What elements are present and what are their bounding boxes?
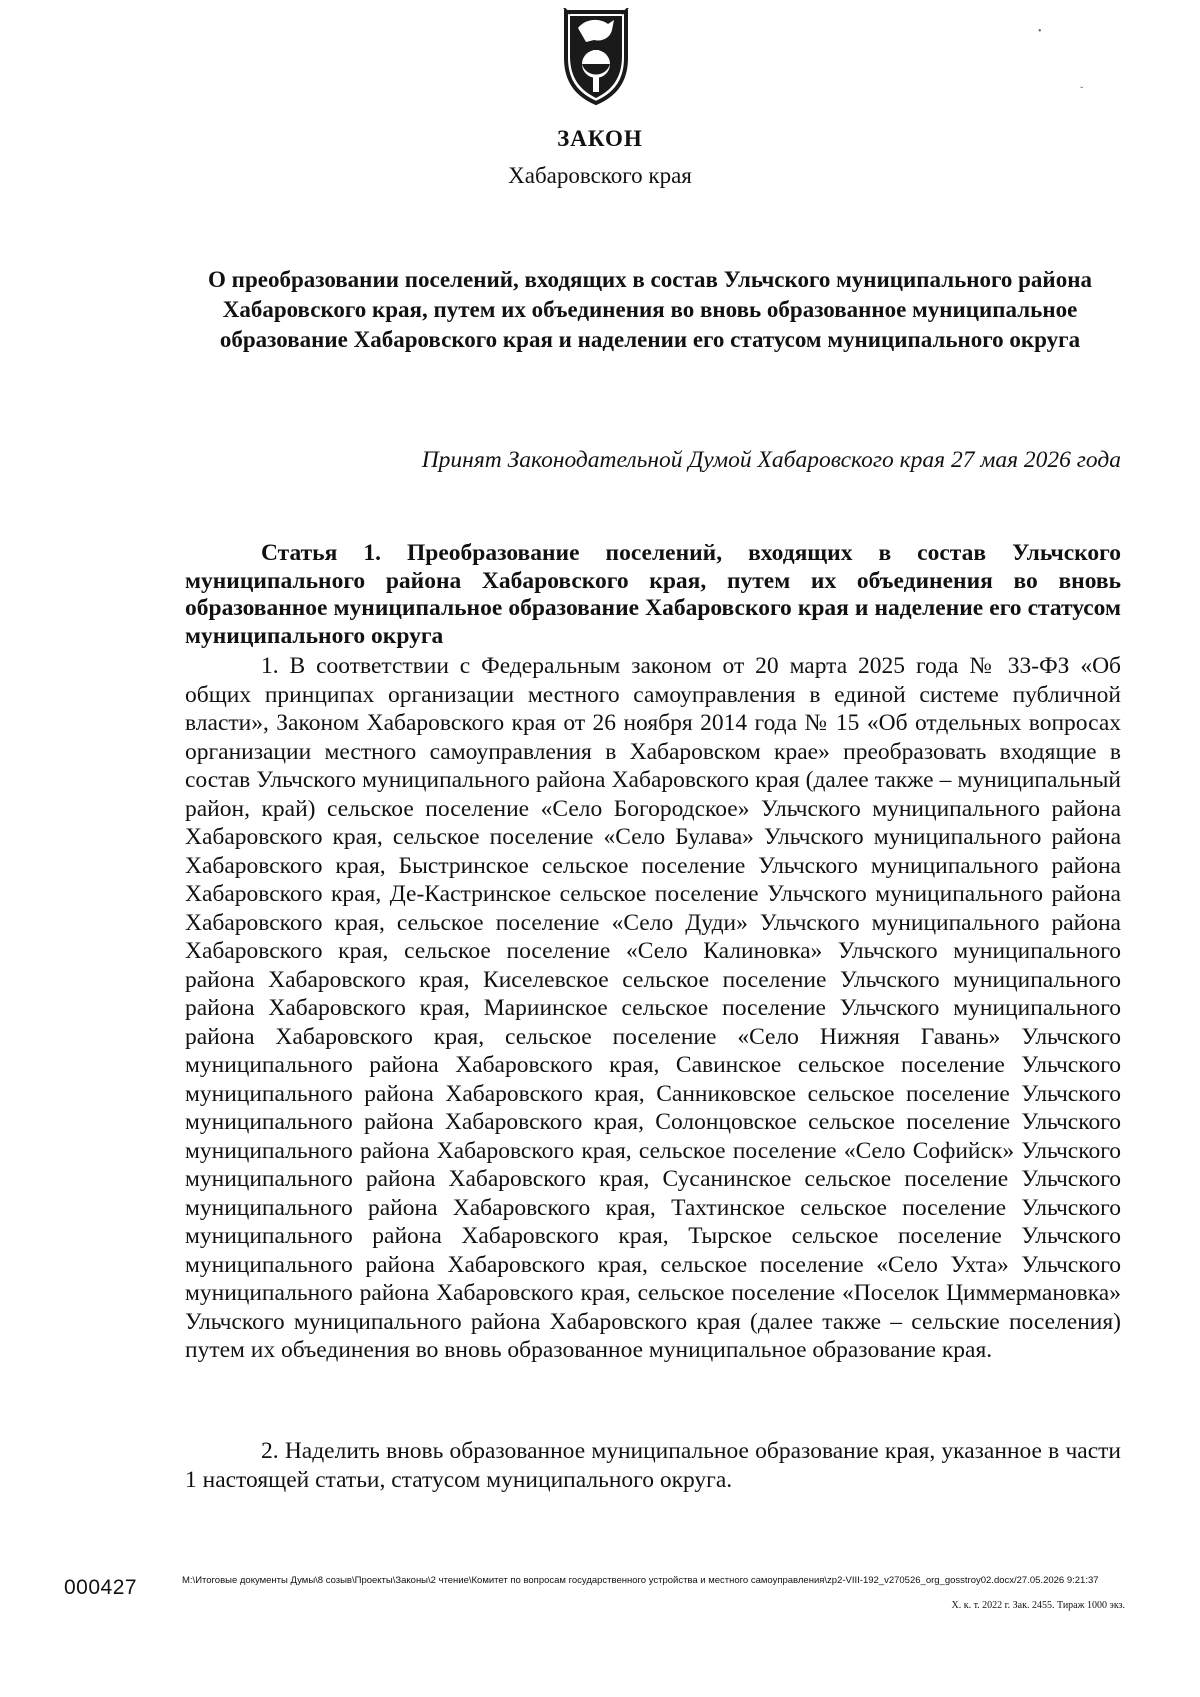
article-paragraph-2: 2. Наделить вновь образованное муниципальное образование края, указанное в части 1 настоящей статьи, статусом муниципального округа.: [185, 1438, 1121, 1493]
law-title: О преобразовании поселений, входящих в состав Ульчского муниципального района Хабаровского края, путем их объединения во вновь образованное муниципальное образование Хабаровского края и наделении его статусом муниципального округа: [208, 267, 1092, 352]
issuer-name: Хабаровского края: [508, 163, 692, 188]
file-path-footer: М:\Итоговые документы Думы\8 созыв\Проекты\Законы\2 чтение\Комитет по вопросам государственного устройства и местного самоуправления\zp2-VIII-192_v270526_org_gosstroy02.docx/27.05.2026 9:21:37: [182, 1575, 1099, 1586]
coat-of-arms-icon: [556, 8, 636, 106]
document-type: ЗАКОН: [557, 126, 643, 151]
scan-mark: ˇ: [1080, 86, 1084, 97]
article-heading: Статья 1. Преобразование поселений, входящих в состав Ульчского муниципального района Хабаровского края, путем их объединения во вновь образованное муниципальное образование Хабаровского края и наделение его статусом муниципального округа: [185, 540, 1121, 649]
article-paragraph-1: 1. В соответствии с Федеральным законом от 20 марта 2025 года № 33-ФЗ «Об общих принципах организации местного самоуправления в единой системе публичной власти», Законом Хабаровского края от 26 ноября 2014 года № 15 «Об отдельных вопросах организации местного самоуправления в Хабаровском крае» преобразовать входящие в состав Ульчского муниципального района Хабаровского края (далее также – муниципальный район, край) сельское поселение «Село Богородское» Ульчского муниципального района Хабаровского края, сельское поселение «Село Булава» Ульчского муниципального района Хабаровского края, Быстринское сельское поселение Ульчского муниципального района Хабаровского края, Де-Кастринское сельское поселение Ульчского муниципального района Хабаровского края, сельское поселение «Село Дуди» Ульчского муниципального района Хабаровского края, сельское поселение «Село Калиновка» Ульчского муниципального района Хабаровского края, Киселевское сельское поселение Ульчского муниципального района Хабаровского края, Мариинское сельское поселение Ульчского муниципального района Хабаровского края, сельское поселение «Село Нижняя Гавань» Ульчского муниципального района Хабаровского края, Савинское сельское поселение Ульчского муниципального района Хабаровского края, Санниковское сельское поселение Ульчского муниципального района Хабаровского края, Солонцовское сельское поселение Ульчского муниципального района Хабаровского края, сельское поселение «Село Софийск» Ульчского муниципального района Хабаровского края, Сусанинское сельское поселение Ульчского муниципального района Хабаровского края, Тахтинское сельское поселение Ульчского муниципального района Хабаровского края, Тырское сельское поселение Ульчского муниципального района Хабаровского края, сельское поселение «Село Ухта» Ульчского муниципального района Хабаровского края, сельское поселение «Поселок Циммермановка» Ульчского муниципального района Хабаровского края (далее также – сельские поселения) путем их объединения во вновь образованное муниципальное образование края.: [185, 653, 1121, 1363]
adoption-note: Принят Законодательной Думой Хабаровского края 27 мая 2026 года: [421, 447, 1121, 473]
registration-number: 000427: [64, 1576, 138, 1599]
print-info: Х. к. т. 2022 г. Зак. 2455. Тираж 1000 экз.: [951, 1600, 1125, 1611]
scan-mark: •: [1038, 26, 1042, 37]
